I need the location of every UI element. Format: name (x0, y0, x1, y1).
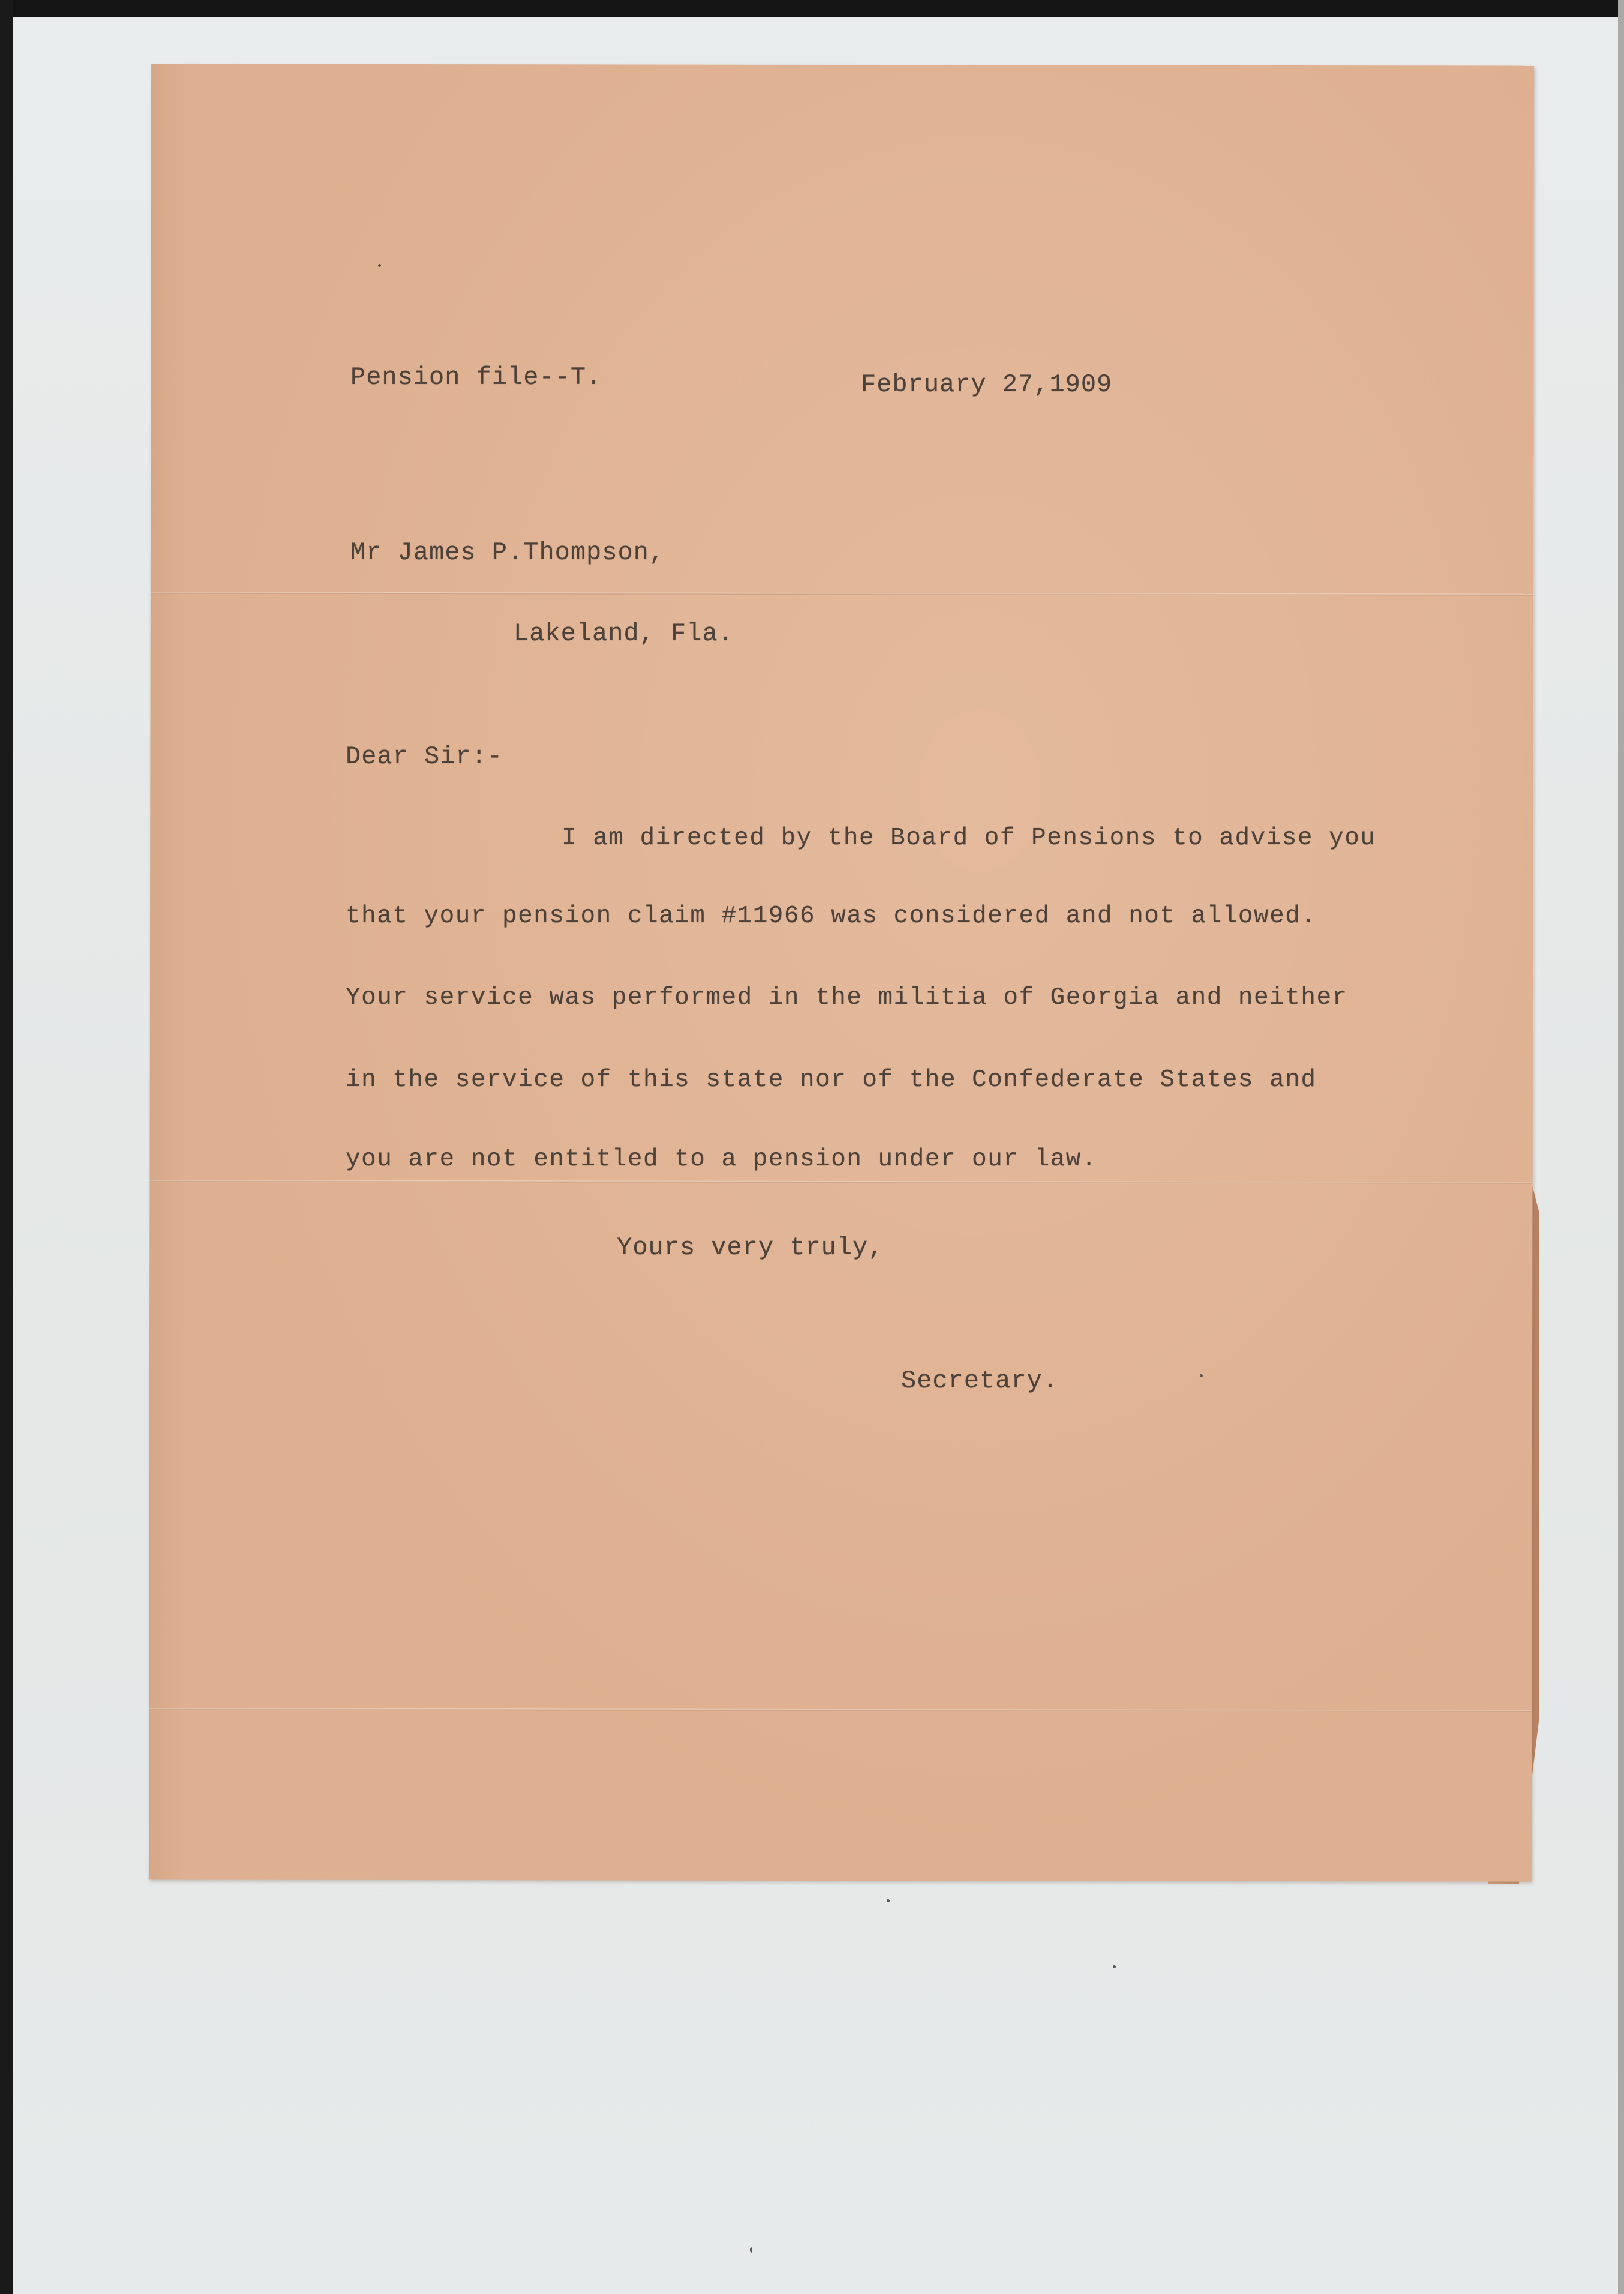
addressee-name: Mr James P.Thompson, (350, 538, 665, 567)
file-reference: Pension file--T. (350, 363, 602, 392)
paper-speck (1113, 1965, 1116, 1968)
body-line: you are not entitled to a pension under our law. (346, 1145, 1097, 1173)
fold-crease (151, 592, 1533, 595)
signature-title: Secretary. (901, 1366, 1059, 1395)
closing: Yours very truly, (617, 1233, 884, 1262)
scan-edge-left (0, 0, 13, 2294)
salutation: Dear Sir:- (346, 742, 503, 771)
body-line: I am directed by the Board of Pensions to advise you (562, 824, 1376, 852)
body-line: that your pension claim #11966 was considered and not allowed. (346, 902, 1317, 930)
fold-crease (150, 1180, 1533, 1183)
paper-speck (378, 264, 381, 267)
body-line: in the service of this state nor of the Confederate States and (346, 1066, 1317, 1094)
paper-speck (750, 2247, 752, 2253)
scan-edge-top (0, 0, 1624, 17)
fold-crease (149, 1708, 1532, 1711)
addressee-city: Lakeland, Fla. (514, 619, 734, 648)
paper-speck (887, 1899, 890, 1902)
paper-speck (1200, 1374, 1203, 1377)
body-line: Your service was performed in the militia of Georgia and neither (346, 984, 1348, 1012)
scan-edge-right (1618, 0, 1624, 2294)
letter-page (149, 64, 1534, 1881)
letter-date: February 27,1909 (861, 370, 1113, 399)
